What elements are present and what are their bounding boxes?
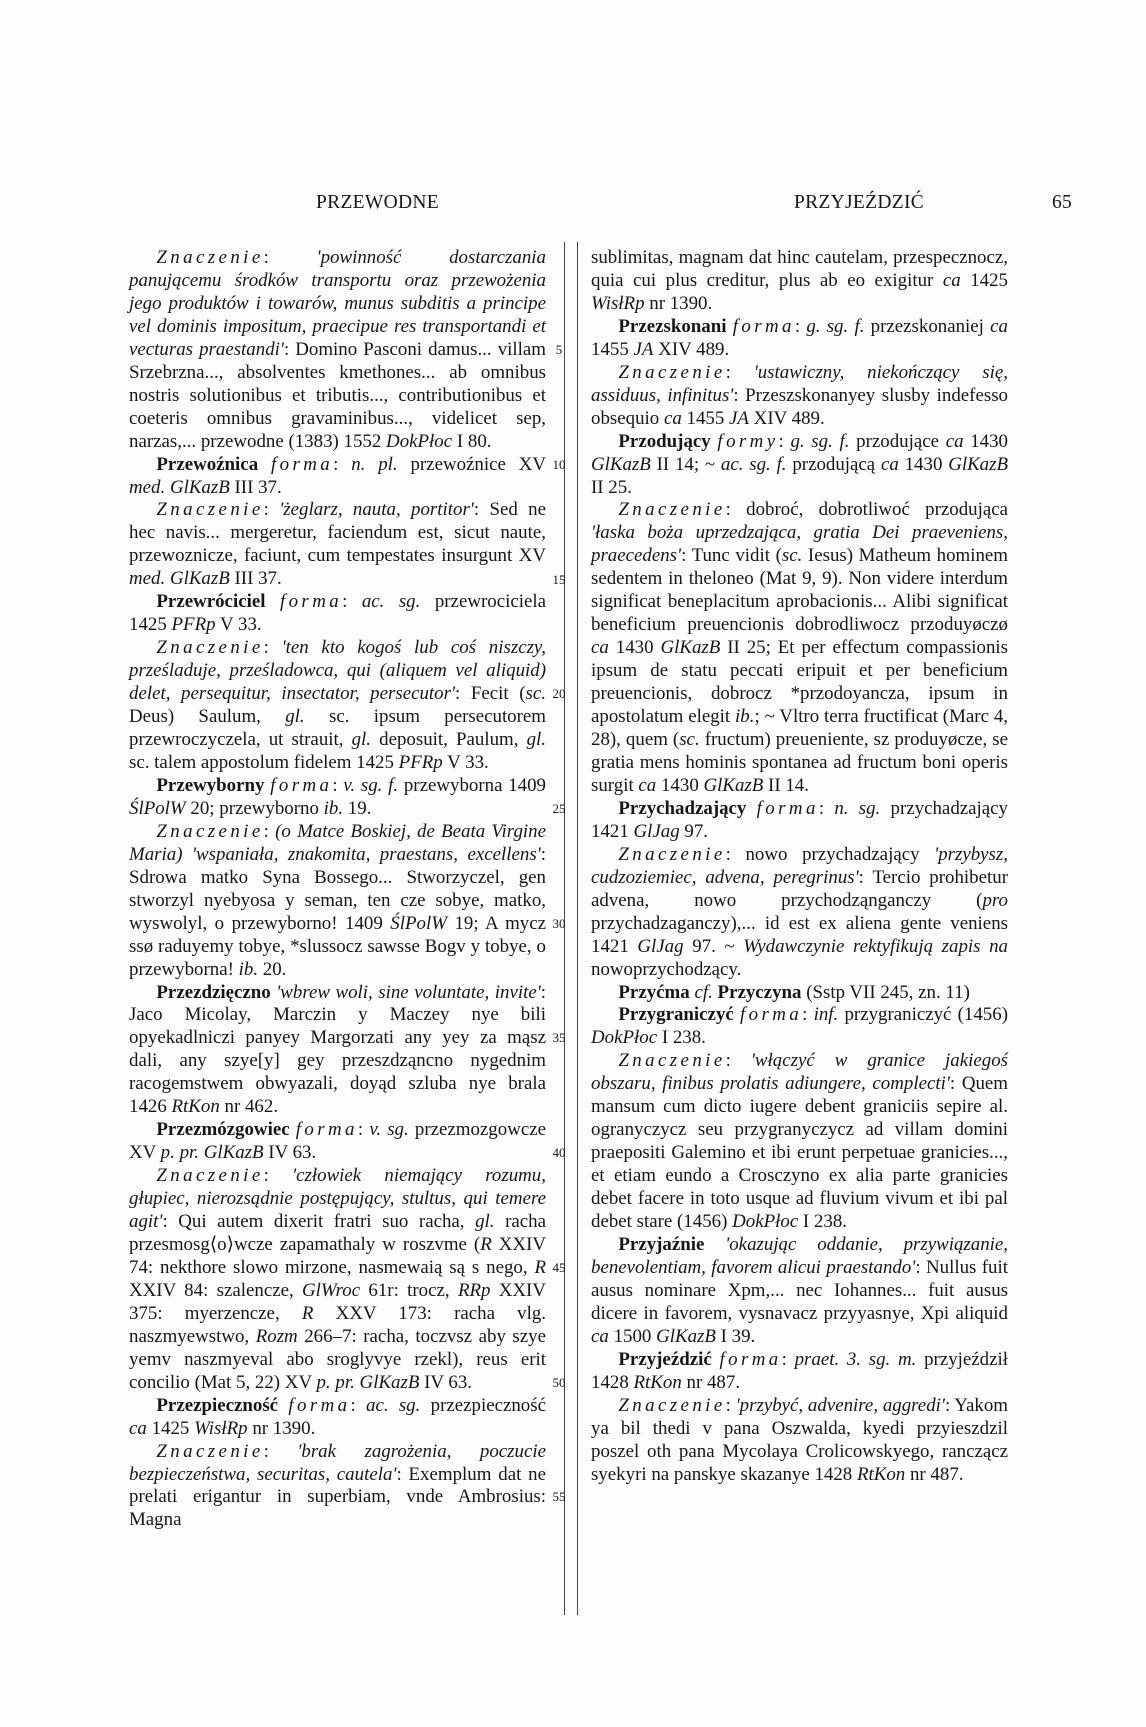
label: Znaczenie [618, 843, 726, 865]
label: Znaczenie [156, 247, 264, 268]
source: WisłRp [591, 292, 645, 314]
abbrev: gl. [475, 1211, 495, 1233]
label: forma [756, 797, 819, 819]
grammar: n. pl. [351, 453, 398, 475]
headword: Przyjeździć [618, 1348, 712, 1370]
text: przygraniczyć (1456) [838, 1004, 1008, 1026]
label: formy [717, 430, 779, 452]
entry-przychadzajacy: Przychadzający forma: n. sg. przychadzający 1421 GlJag 97. [591, 797, 1008, 842]
label: forma [270, 453, 334, 475]
line-number: 15 [552, 572, 566, 587]
label: forma [295, 1119, 358, 1141]
abbrev: ca [638, 774, 657, 796]
gloss: 'włączyć w granice jakiegoś obszaru, finibus prolatis adiungere, complecti' [591, 1050, 1008, 1095]
abbrev: ca [663, 407, 682, 429]
entry-meaning-przezpiecznosc: Znaczenie: 'brak zagrożenia, poczucie bezpieczeństwa, securitas, cautela': Exemplum dat ne prelati erigantur in superbiam, vnde Ambrosius: Magna [129, 1440, 546, 1531]
source: GlKazB [591, 453, 651, 475]
entry-meaning-przychadzajacy [591, 844, 1008, 982]
text: : dobroć, dobrotliwoć przodująca [725, 499, 1008, 521]
source: PFRp [171, 614, 216, 636]
label: forma [739, 1004, 803, 1026]
line-number: 20 [552, 686, 566, 701]
text: przychadzaganczy),... id est ex aliena gente veniens 1421 [591, 912, 1008, 957]
source: Rozm [255, 1325, 298, 1347]
label: Znaczenie [618, 499, 726, 521]
grammar: g. sg. f. [790, 430, 850, 452]
date: med. [129, 476, 166, 498]
abbrev: ca [129, 1417, 147, 1439]
text: : Domino Pasconi damus... villam Srzebrzna..., absolventes kmethones... ab omnibus nostris solutionibus et tributis..., contributionibus et coeteris omnibus gravaminibus..., videlicet sep, narzas,... przewodne (1383) 1552 [129, 338, 546, 452]
text: przezskonaniej [864, 315, 991, 337]
abbrev: gl. [285, 706, 305, 728]
text: przewoźnice XV [397, 453, 546, 475]
tilde-symbol: ~ [704, 453, 716, 475]
text: przewyborna 1409 [398, 774, 546, 796]
text: : nowo przychadzający [725, 843, 935, 865]
ref: III 37. [229, 568, 282, 590]
line-number: 45 [552, 1260, 566, 1275]
headword: Przychadzający [618, 797, 747, 819]
text: : Nullus fuit ausus nominare Xpm,... nec Iohannes... fuit ausus dicere in favorem, vysnavacz przyyasnye, Xpi aliquid [591, 1256, 1009, 1324]
text: : Fecit ( [455, 683, 526, 705]
text: : Przeszskonanyey slusby indefesso obsequio [591, 384, 1008, 429]
line-number: 55 [552, 1489, 566, 1504]
text: przodującą [786, 453, 881, 475]
gloss: 'wbrew woli, sine voluntate, invite' [270, 981, 541, 1003]
entry-meaning-przodujacy [591, 499, 1008, 797]
gloss: 'przybysz, cudzoziemiec, advena, peregrinus' [591, 843, 1008, 888]
source: ŚlPolW [390, 912, 447, 934]
abbrev: sc. [679, 729, 700, 751]
ref: I 39. [715, 1325, 756, 1347]
label: Znaczenie [156, 499, 264, 521]
source: GlKazB [359, 1371, 420, 1393]
text: Iesus) Matheum hominem sedentem in theloneo (Mat 9, 9). Non videre interdum significat beneplacitum aprobacionis... Alibi significat beneficium preuencionis dobrodliwocz przoduyøczø [591, 545, 1008, 636]
line-number: 50 [552, 1375, 566, 1390]
text: : Exemplum dat ne prelati erigantur in superbiam, vnde Ambrosius: Magna [129, 1463, 546, 1531]
text: 97. [683, 935, 725, 957]
source: GlKazB [169, 568, 230, 590]
headword: Przewyborny [156, 774, 265, 796]
text: II 14. [763, 774, 809, 796]
text: 19; A mycz ssø raduyemy tobye, *slussocz sawsse Bogv y tobye, o przewyborna! [129, 912, 547, 980]
column-rule-right [577, 242, 578, 1615]
label: forma [732, 315, 795, 337]
source: WisłRp [194, 1417, 248, 1439]
source: RtKon [856, 1463, 906, 1485]
text: XXIV 375: myerzencze, [129, 1279, 546, 1324]
label: forma [288, 1394, 351, 1416]
entry-meaning-przewoznica: Znaczenie: 'żeglarz, nauta, portitor': Sed ne hec navis... mergeretur, faciendum est, sicut naute, przewoznicze, faciunt, cum tempestates insurgunt XV med. GlKazB III 37. [129, 499, 546, 590]
entry-przodujacy: Przodujący formy: g. sg. f. przodujące ca 1430 GlKazB II 14; ~ ac. sg. f. przodującą ca 1430 GlKazB II 25. [591, 430, 1009, 498]
text: 1430 [608, 637, 661, 659]
headword: Przewoźnica [156, 453, 259, 475]
text: przyjeździł 1428 [591, 1348, 1008, 1393]
ref: XIV 489. [653, 338, 730, 360]
text: 1430 [656, 774, 704, 796]
text: : Jaco Micolay, Marczin y Maczey nye bili opyekadlniczi panyey Margorzati any yey za mąsz dali, any szye[y] gey przeszdząncno nygednim racogemstwem obwyazali, doyąd szluba nye brala 1426 [129, 981, 546, 1118]
ref: I 238. [657, 1027, 706, 1049]
grammar: inf. [813, 1004, 839, 1026]
entry-przezpiecznosc: Przezpieczność forma: ac. sg. przezpieczność ca 1425 WisłRp nr 1390. [129, 1394, 546, 1439]
text: 1425 [146, 1417, 195, 1439]
entry-meaning-przezmozgowiec: Znaczenie: 'człowiek niemający rozumu, głupiec, nierozsądnie postępujący, stultus, qui temere agit': Qui autem dixerit fratri suo racha, gl. racha przesmosg⟨o⟩wcze zapamathaly w roszvme (R XXIV 74: nekthore slowo mirzone, nasmewaią są s nego, R XXIV 84: szalencze, GlWroc 61r: trocz, RRp XXIV 375: myerzencze, R XXV 173: racha vlg. naszmyewstwo, Rozm 266–7: racha, toczvsz aby szye yemv naszmyeval abo sroglyvye rzekl), reus erit concilio (Mat 5, 22) XV p. pr. GlKazB IV 63. [129, 1165, 547, 1393]
gloss: 'żeglarz, nauta, portitor' [279, 499, 474, 521]
headword: Przezdzięczno [156, 981, 271, 1003]
line-number: 25 [552, 801, 566, 816]
entry-meaning-przygraniczyc: Znaczenie: 'włączyć w granice jakiegoś obszaru, finibus prolatis adiungere, complecti': Quem mansum cum dicto iugere debent graniciis sepire al. ogranyczycz seu przygranyczycz ad villam domini praepositi Galemino et ibi erunt perpetuae granicies..., et etiam eundo a Crosczyno ex alia parte granicies debet facere in toto usque ad fluvium vivum et ibi pal debet stare (1456) DokPłoc I 238. [591, 1050, 1009, 1233]
headword: Przyćma [618, 981, 690, 1003]
text: sc. ipsum persecutorem przewroczyczela, ut strauit, [129, 706, 547, 751]
abbrev: cf. [694, 981, 713, 1003]
text: Deus) Saulum, [129, 706, 286, 728]
gloss: 'łaska boża uprzedzająca, gratia Dei praeveniens, praecedens' [591, 522, 1008, 567]
gloss: 'przybyć, advenire, aggredi' [735, 1394, 945, 1416]
text: 266–7: racha, toczvsz aby szye yemv naszmyeval abo sroglyvye rzekl), reus erit concilio (Mat 5, 22) XV [129, 1325, 547, 1393]
source: GlKazB [660, 637, 721, 659]
label: forma [270, 774, 333, 796]
line-number: 5 [555, 342, 563, 357]
line-number: 10 [552, 457, 566, 472]
source: DokPłoc [591, 1027, 658, 1049]
headword: Przygraniczyć [618, 1004, 734, 1026]
text: II 25; Et per effectum compassionis ipsum de statu peccati eripuit et per beneficium preuencionis, dobrocz *przodoyancza, ipsum in apostolatum elegit [591, 637, 1008, 728]
abbrev: sc. [781, 545, 803, 567]
label: forma [279, 591, 343, 613]
text: 1455 [681, 407, 730, 429]
entry-continuation [591, 247, 1008, 316]
source: R [480, 1233, 492, 1255]
entry-przyjaznie [591, 1234, 1008, 1349]
abbrev: ib. [323, 797, 344, 819]
grammar: praet. 3. sg. m. [794, 1348, 917, 1370]
source: R [534, 1256, 546, 1278]
label: Znaczenie [618, 361, 726, 383]
text: sublimitas, magnam dat hinc cautelam, przespecznocz, quia cui plus creditur, plus ab eo exigitur [591, 247, 1008, 291]
editorial-note: Wydawczynie rektyfikują zapis na [734, 935, 1008, 957]
date: p. pr. [316, 1371, 355, 1393]
text: przodujące [849, 430, 946, 452]
entry-przycma [591, 982, 1008, 1005]
headword: Przezpieczność [156, 1394, 279, 1416]
source: GlKazB [203, 1142, 264, 1164]
text: : Quem mansum cum dicto iugere debent graniciis sepire al. ogranyczycz seu przygranyczycz ad villam domini praepositi Galemino et ibi erunt perpetuae granicies..., et etiam eundo a Crosczyno ex alia parte granicies debet facere in toto usque ad fluvium vivum et ibi pal debet stare (1456) [591, 1073, 1009, 1233]
source: GlKazB [948, 453, 1009, 475]
text: 19. [343, 797, 372, 819]
text: sc. talem appostolum fidelem 1425 [129, 751, 399, 773]
abbrev: ca [591, 637, 609, 659]
ref: nr 1390. [644, 292, 713, 314]
entry-meaning-przewrociciel: Znaczenie: 'ten kto kogoś lub coś niszczy, prześladuje, prześladowca, qui (aliquem vel aliquid) delet, persequitur, insectator, persecutor': Fecit (sc. Deus) Saulum, gl. sc. ipsum persecutorem przewroczyczela, ut strauit, gl. deposuit, Paulum, gl. sc. talem appostolum fidelem 1425 PFRp V 33. [129, 637, 547, 773]
tilde-symbol: ~ [724, 935, 735, 957]
grammar: ac. sg. f. [715, 453, 787, 475]
gloss: (o Matce Boskiej, de Beata Virgine Maria) 'wspaniała, znakomita, praestans, excellens' [129, 820, 546, 865]
source: RtKon [171, 1096, 220, 1118]
label: Znaczenie [156, 820, 264, 842]
date: med. [129, 568, 166, 590]
text: 1430 [898, 453, 949, 475]
grammar: n. sg. [834, 797, 881, 819]
ref: nr 1390. [247, 1417, 316, 1439]
text: ; [754, 706, 765, 728]
ref: nr 487. [905, 1463, 964, 1485]
source: JA [729, 407, 749, 429]
headword-crossref: Przyczyna [717, 981, 802, 1003]
ref: I 238. [798, 1211, 847, 1233]
text: 1425 [960, 269, 1008, 291]
text: : Sed ne hec navis... mergeretur, faciendum est, sicut naute, przewoznicze, faciunt, cum tempestates insurgunt XV [129, 499, 546, 567]
running-head-left: PRZEWODNE [316, 192, 439, 213]
text: : Yakom ya bil thedi v pana Oszwalda, kyedi przyieszdzil poszel oth pana Mycolaya Crolicowskyego, ranczącz syekyri na panskye skazanye 1428 [591, 1394, 1008, 1485]
entry-meaning-przezskonani: Znaczenie: 'ustawiczny, niekończący się, assiduus, infinitus': Przeszskonanyey slusby indefesso obsequio ca 1455 JA XIV 489. [591, 361, 1008, 429]
line-number: 35 [552, 1030, 566, 1045]
entry-przezdzieczno [129, 982, 546, 1120]
label: forma [719, 1348, 782, 1370]
text: 1455 [591, 338, 634, 360]
source: DokPłoc [732, 1211, 799, 1233]
ref: IV 63. [419, 1371, 473, 1393]
text: : Tunc vidit ( [681, 545, 782, 567]
source: DokPłoc [386, 430, 453, 452]
grammar: v. sg. f. [343, 774, 399, 796]
ref: V 33. [215, 614, 262, 636]
abbrev: ca [942, 269, 961, 291]
headword: Przyjaźnie [618, 1233, 705, 1255]
source: ŚlPolW [129, 797, 186, 819]
ref: III 37. [229, 476, 282, 498]
running-head-right: PRZYJEŹDZIĆ [794, 192, 925, 213]
entry-przewrociciel: Przewróciciel forma: ac. sg. przewrociciela 1425 PFRp V 33. [129, 591, 546, 636]
entry-przyjezdzic: Przyjeździć forma: praet. 3. sg. m. przyjeździł 1428 RtKon nr 487. [591, 1348, 1008, 1393]
text: II 25. [591, 476, 632, 498]
source: GlKazB [169, 476, 230, 498]
text: 20; przewyborno [185, 797, 324, 819]
text: : Sdrowa matko Syna Bossego... Stworzyczel, gen stworzyl nyebyosa y seman, ten cze sobye, matko, wyswolyl, o przewyborno! 1409 [129, 843, 546, 934]
source: JA [633, 338, 654, 360]
abbrev: gl. [351, 729, 372, 751]
text: II 14; [650, 453, 705, 475]
ref: nr 487. [681, 1371, 741, 1393]
text: fructum) preueniente, sz produyøcze, se gratia mens hominis spontanea ad fructum boni operis surgit [591, 729, 1008, 796]
line-number: 40 [552, 1145, 566, 1160]
text: przychadzający 1421 [591, 797, 1008, 842]
gloss: 'ustawiczny, niekończący się, assiduus, infinitus' [591, 361, 1008, 406]
headword: Przezskonani [618, 315, 727, 337]
abbrev: sc. [525, 683, 546, 705]
tilde-symbol: ~ [764, 706, 775, 728]
source: GlJag [637, 935, 684, 957]
gloss: 'ten kto kogoś lub coś niszczy, prześladuje, prześladowca, qui (aliquem vel aliquid) delet, persequitur, insectator, persecutor' [129, 637, 546, 705]
source: RtKon [633, 1371, 682, 1393]
label: Znaczenie [618, 1394, 726, 1416]
ref: I 80. [452, 430, 492, 452]
abbrev: ib. [238, 958, 259, 980]
gloss: 'okazując oddanie, przywiązanie, benevolentiam, favorem alicui praestando' [591, 1233, 1008, 1278]
text: nowoprzychodzący. [591, 958, 742, 980]
text: (Sstp VII 245, zn. 11) [801, 981, 970, 1003]
gloss: 'powinność dostarczania panującemu środków transportu oraz przewożenia jego produktów i towarów, munus subditis a principe vel dominis impositum, praecipue res transportandi et vecturas praestandi' [129, 247, 546, 360]
abbrev: gl. [526, 729, 546, 751]
headword: Przewróciciel [156, 591, 266, 613]
abbrev: pro [982, 889, 1008, 911]
abbrev: ca [945, 430, 964, 452]
text: XXV 173: racha vlg. naszmyewstwo, [129, 1302, 547, 1347]
label: Znaczenie [156, 1165, 264, 1187]
line-number: 30 [552, 916, 566, 931]
grammar: ac. sg. [361, 591, 421, 613]
entry-przewoznica: Przewoźnica forma: n. pl. przewoźnice XV med. GlKazB III 37. [129, 453, 546, 498]
left-column [129, 247, 546, 1532]
source: GlKazB [703, 774, 764, 796]
label: Znaczenie [156, 1440, 264, 1462]
grammar: v. sg. [369, 1119, 409, 1141]
headword: Przodujący [618, 430, 711, 452]
entry-przewyborny: Przewyborny forma: v. sg. f. przewyborna 1409 ŚlPolW 20; przewyborno ib. 19. [129, 774, 546, 819]
source: R [301, 1302, 314, 1324]
text: Vltro terra fructificat (Marc 4, 28), quem ( [591, 706, 1008, 751]
ref: 97. [679, 820, 709, 842]
source: GlJag [633, 820, 680, 842]
abbrev: ca [990, 315, 1008, 337]
page-number: 65 [1052, 192, 1073, 213]
grammar: ac. sg. [366, 1394, 421, 1416]
text: XXIV 84: szalencze, [129, 1279, 303, 1301]
text: przezmozgowcze XV [129, 1119, 546, 1164]
text: racha przesmosg⟨o⟩wcze zapamathaly w roszvme ( [129, 1211, 546, 1255]
ref: V 33. [442, 751, 489, 773]
text: 1430 [963, 430, 1008, 452]
ref: XIV 489. [748, 407, 825, 429]
right-column [591, 247, 1008, 1486]
text: 20. [258, 958, 287, 980]
text: 1500 [608, 1325, 657, 1347]
text: : Tercio prohibetur advena, nowo przychodząnganczy ( [591, 866, 1008, 911]
text: przezpieczność [420, 1394, 546, 1416]
label: Znaczenie [156, 637, 264, 659]
entry-przezskonani: Przezskonani forma: g. sg. f. przezskonaniej ca 1455 JA XIV 489. [591, 315, 1008, 360]
source: PFRp [398, 751, 443, 773]
source: GlWroc [302, 1279, 361, 1301]
text: : Qui autem dixerit fratri suo racha, [162, 1211, 476, 1233]
date: p. pr. [160, 1142, 199, 1164]
text: 61r: trocz, [360, 1279, 458, 1301]
ref: IV 63. [263, 1142, 317, 1164]
abbrev: ca [880, 453, 899, 475]
entry-meaning-przewodne: Znaczenie: 'powinność dostarczania panującemu środków transportu oraz przewożenia jego produktów i towarów, munus subditis a principe vel dominis impositum, praecipue res transportandi et vecturas praestandi': Domino Pasconi damus... villam Srzebrzna..., absolventes kmethones... ab omnibus nostris solutionibus et tributis..., contributionibus et coeteris omnibus gravaminibus..., videlicet sep, narzas,... przewodne (1383) 1552 DokPłoc I 80. [129, 247, 546, 452]
text: przewrociciela 1425 [129, 591, 546, 636]
abbrev: ca [591, 1325, 609, 1347]
text: XXIV 74: nekthore slowo mirzone, nasmewaią są s nego, [129, 1233, 546, 1278]
entry-przezmozgowiec: Przezmózgowiec forma: v. sg. przezmozgowcze XV p. pr. GlKazB IV 63. [129, 1119, 546, 1164]
entry-meaning-przyjezdzic: Znaczenie: 'przybyć, advenire, aggredi': Yakom ya bil thedi v pana Oszwalda, kyedi przyieszdzil poszel oth pana Mycolaya Crolicowskyego, ranczącz syekyri na panskye skazanye 1428 RtKon nr 487. [591, 1394, 1008, 1485]
source: GlKazB [656, 1325, 716, 1347]
gloss: 'człowiek niemający rozumu, głupiec, nierozsądnie postępujący, stultus, qui temere agit' [129, 1165, 546, 1233]
gloss: 'brak zagrożenia, poczucie bezpieczeństwa, securitas, cautela' [129, 1440, 546, 1485]
ref: nr 462. [219, 1096, 279, 1118]
text: deposuit, Paulum, [371, 729, 527, 751]
entry-przygraniczyc: Przygraniczyć forma: inf. przygraniczyć (1456) DokPłoc I 238. [591, 1004, 1008, 1049]
abbrev: ib. [735, 706, 755, 728]
entry-meaning-przewyborny: Znaczenie: (o Matce Boskiej, de Beata Virgine Maria) 'wspaniała, znakomita, praestans, excellens': Sdrowa matko Syna Bossego... Stworzyczel, gen stworzyl nyebyosa y seman, ten cze sobye, matko, wyswolyl, o przewyborno! 1409 ŚlPolW 19; A mycz ssø raduyemy tobye, *slussocz sawsse Bogv y tobye, o przewyborna! ib. 20. [129, 820, 547, 980]
label: Znaczenie [618, 1050, 726, 1072]
source: RRp [457, 1279, 491, 1301]
headword: Przezmózgowiec [156, 1119, 290, 1141]
grammar: g. sg. f. [806, 315, 865, 337]
